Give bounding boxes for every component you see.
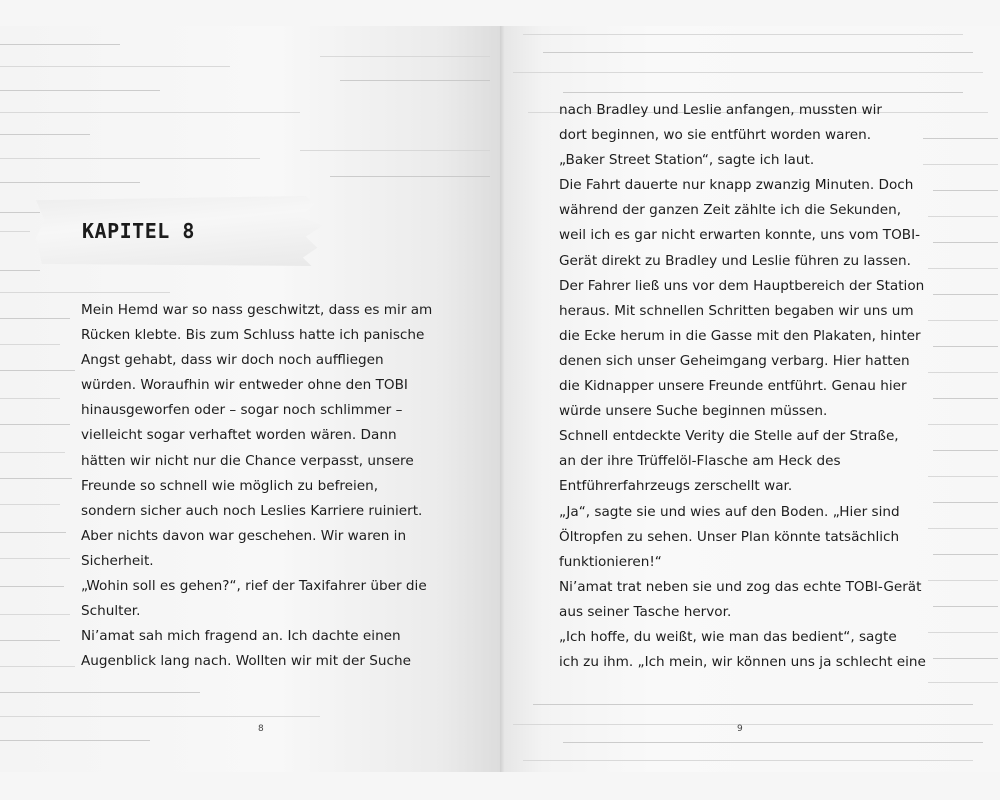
paper-stroke [320,56,490,57]
text-line: Ni’amat trat neben sie und zog das echte TOBI-Gerät [559,578,922,595]
paper-stroke [513,724,993,725]
paper-stroke [933,502,998,503]
text-line: „Baker Street Station“, sagte ich laut. [559,152,815,169]
text-line: hinausgeworfen oder – sogar noch schlimmer – [81,402,403,419]
paper-stroke [0,398,60,399]
paper-stroke [928,424,998,425]
paper-stroke [0,586,64,587]
paper-stroke [533,704,973,705]
paper-stroke [933,294,998,295]
paper-stroke [0,134,90,135]
paper-stroke [933,450,998,451]
page-number-right: 9 [737,724,743,734]
text-line: weil ich es gar nicht erwarten konnte, uns vom TOBI- [559,227,921,244]
paper-stroke [928,476,998,477]
paper-stroke [0,640,60,641]
paper-stroke [0,452,65,453]
chapter-title: KAPITEL 8 [82,219,195,243]
paper-stroke [0,692,200,693]
paper-stroke [330,176,490,177]
paper-stroke [0,740,150,741]
text-line: hätten wir nicht nur die Chance verpasst, unsere [81,452,414,469]
text-line: vielleicht sogar verhaftet worden wären. Dann [81,427,397,444]
text-line: Schulter. [81,603,141,620]
text-line: „Wohin soll es gehen?“, rief der Taxifahrer über die [81,578,427,595]
paper-stroke [0,270,40,271]
paper-stroke [543,52,973,53]
text-line: an der ihre Trüffelöl-Flasche am Heck des [559,453,841,470]
text-line: Freunde so schnell wie möglich zu befreien, [81,477,379,494]
text-line: Mein Hemd war so nass geschwitzt, dass es mir am [81,302,433,318]
paper-stroke [933,606,998,607]
text-line: Öltropfen zu sehen. Unser Plan könnte tatsächlich [559,528,900,545]
paper-stroke [300,150,490,151]
paper-stroke [928,528,998,529]
paper-stroke [0,370,75,371]
paper-stroke [928,268,998,269]
paper-stroke [523,760,973,761]
text-line: Rücken klebte. Bis zum Schluss hatte ich panische [81,327,425,344]
text-line: nach Bradley und Leslie anfangen, mussten wir [559,102,882,118]
text-line: ich zu ihm. „Ich mein, wir können uns ja schlecht eine [559,654,926,671]
paper-stroke [0,558,70,559]
text-line: Gerät direkt zu Bradley und Leslie führen zu lassen. [559,252,911,269]
text-line: dort beginnen, wo sie entführt worden waren. [559,127,872,144]
paper-stroke [523,34,963,35]
paper-stroke [0,532,66,533]
text-line: die Ecke herum in die Gasse mit den Plakaten, hinter [559,327,921,344]
paper-stroke [0,478,72,479]
text-line: aus seiner Tasche hervor. [559,603,732,620]
book-gutter [500,26,505,772]
paper-stroke [928,216,998,217]
paper-stroke [0,112,300,113]
paper-stroke [0,666,75,667]
paper-stroke [0,66,230,67]
text-line: „Ja“, sagte sie und wies auf den Boden. „Hier sind [559,503,900,520]
text-line: denen sich unser Geheimgang verbarg. Hier hatten [559,352,910,369]
paper-stroke [0,716,320,717]
paper-stroke [0,212,40,213]
text-line: während der ganzen Zeit zählte ich die Sekunden, [559,202,902,219]
text-line: die Kidnapper unsere Freunde entführt. Genau hier [559,378,907,395]
paper-stroke [928,580,998,581]
paper-stroke [0,344,60,345]
left-page-text [81,298,432,674]
paper-stroke [923,164,998,165]
paper-stroke [933,190,998,191]
paper-stroke [340,80,490,81]
text-line: Sicherheit. [81,552,154,569]
text-line: würden. Woraufhin wir entweder ohne den TOBI [81,377,408,394]
paper-stroke [0,318,70,319]
page-number-left: 8 [258,724,264,734]
right-page-text [559,98,926,675]
paper-stroke [928,320,998,321]
paper-stroke [923,138,998,139]
text-line: Aber nichts davon war geschehen. Wir waren in [81,527,407,544]
paper-stroke [933,346,998,347]
paper-stroke [563,742,983,743]
paper-stroke [928,632,998,633]
paper-stroke [933,554,998,555]
paper-stroke [0,424,70,425]
paper-stroke [928,372,998,373]
paper-stroke [928,682,998,683]
text-line: „Ich hoffe, du weißt, wie man das bedient“, sagte [559,628,897,645]
text-line: Ni’amat sah mich fragend an. Ich dachte einen [81,628,401,645]
text-line: Der Fahrer ließ uns vor dem Hauptbereich der Station [559,277,925,294]
text-line: sondern sicher auch noch Leslies Karriere ruiniert. [81,502,423,519]
text-line: Augenblick lang nach. Wollten wir mit der Suche [81,653,411,670]
paper-stroke [0,90,160,91]
paper-stroke [563,92,963,93]
paper-stroke [933,242,998,243]
text-line: würde unsere Suche beginnen müssen. [559,403,828,420]
text-line: funktionieren!“ [559,553,662,570]
paper-stroke [0,182,140,183]
text-line: Entführerfahrzeugs zerschellt war. [559,478,793,495]
paper-stroke [0,44,120,45]
paper-stroke [0,158,260,159]
paper-stroke [933,398,998,399]
paper-stroke [0,231,30,232]
text-line: Die Fahrt dauerte nur knapp zwanzig Minuten. Doch [559,177,914,194]
text-line: Schnell entdeckte Verity die Stelle auf der Straße, [559,428,899,445]
text-line: Angst gehabt, dass wir doch noch auffliegen [81,352,384,369]
paper-stroke [0,614,70,615]
paper-stroke [0,292,170,293]
paper-stroke [933,658,998,659]
text-line: heraus. Mit schnellen Schritten begaben wir uns um [559,302,914,319]
paper-stroke [513,72,983,73]
paper-stroke [0,504,60,505]
